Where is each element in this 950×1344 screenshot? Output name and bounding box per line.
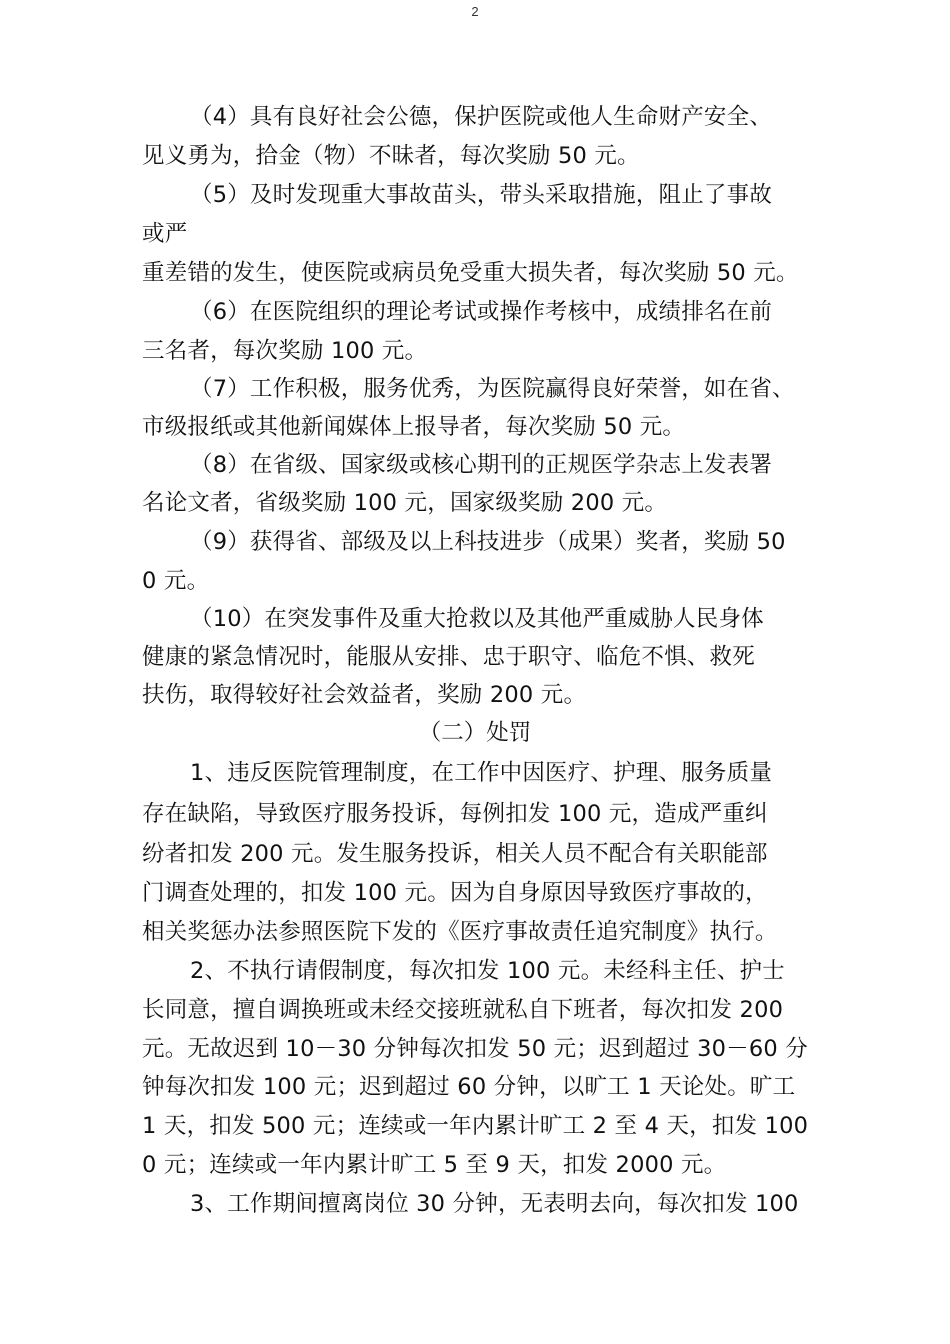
penalty-2-line-6: 0 元；连续或一年内累计旷工 5 至 9 天，扣发 2000 元。 (142, 1152, 727, 1178)
page-number: 2 (471, 4, 479, 19)
penalty-1-line-1: 1、违反医院管理制度，在工作中因医疗、护理、服务质量 (190, 760, 773, 786)
paragraph-10-line-3: 扶伤，取得较好社会效益者，奖励 200 元。 (142, 682, 587, 708)
paragraph-5-line-1: （5）及时发现重大事故苗头，带头采取措施，阻止了事故 (190, 182, 773, 208)
penalty-2-line-1: 2、不执行请假制度，每次扣发 100 元。未经科主任、护士 (190, 958, 785, 984)
penalty-1-line-3: 纷者扣发 200 元。发生服务投诉，相关人员不配合有关职能部 (142, 841, 768, 867)
paragraph-9-line-2: 0 元。 (142, 568, 210, 594)
paragraph-4-line-2: 见义勇为，拾金（物）不昧者，每次奖励 50 元。 (142, 143, 640, 169)
penalty-1-line-2: 存在缺陷，导致医疗服务投诉，每例扣发 100 元，造成严重纠 (142, 801, 768, 827)
paragraph-8-line-1: （8）在省级、国家级或核心期刊的正规医学杂志上发表署 (190, 452, 773, 478)
penalty-2-line-4: 钟每次扣发 100 元；迟到超过 60 分钟，以旷工 1 天论处。旷工 (142, 1074, 796, 1100)
penalty-1-line-4: 门调查处理的，扣发 100 元。因为自身原因导致医疗事故的， (142, 880, 768, 906)
paragraph-6-line-1: （6）在医院组织的理论考试或操作考核中，成绩排名在前 (190, 299, 773, 325)
paragraph-5-line-3: 重差错的发生，使医院或病员免受重大损失者，每次奖励 50 元。 (142, 260, 799, 286)
paragraph-6-line-2: 三名者，每次奖励 100 元。 (142, 338, 428, 364)
penalty-2-line-3: 元。无故迟到 10－30 分钟每次扣发 50 元；迟到超过 30－60 分 (142, 1036, 808, 1062)
paragraph-9-line-1: （9）获得省、部级及以上科技进步（成果）奖者，奖励 50 (190, 529, 786, 555)
penalty-1-line-5: 相关奖惩办法参照医院下发的《医疗事故责任追究制度》执行。 (142, 919, 778, 945)
penalty-3-line-1: 3、工作期间擅离岗位 30 分钟，无表明去向，每次扣发 100 (190, 1191, 799, 1217)
paragraph-8-line-2: 名论文者，省级奖励 100 元，国家级奖励 200 元。 (142, 490, 668, 516)
paragraph-7-line-1: （7）工作积极，服务优秀，为医院赢得良好荣誉，如在省、 (190, 376, 795, 402)
penalty-2-line-5: 1 天，扣发 500 元；连续或一年内累计旷工 2 至 4 天，扣发 100 (142, 1113, 809, 1139)
section-heading: （二）处罚 (418, 720, 532, 746)
paragraph-7-line-2: 市级报纸或其他新闻媒体上报导者，每次奖励 50 元。 (142, 414, 686, 440)
penalty-2-line-2: 长同意，擅自调换班或未经交接班就私自下班者，每次扣发 200 (142, 997, 784, 1023)
paragraph-4-line-1: （4）具有良好社会公德，保护医院或他人生命财产安全、 (190, 104, 773, 130)
paragraph-5-line-2: 或严 (142, 221, 188, 247)
paragraph-10-line-1: （10）在突发事件及重大抢救以及其他严重威胁人民身体 (190, 606, 764, 632)
paragraph-10-line-2: 健康的紧急情况时，能服从安排、忠于职守、临危不惧、救死 (142, 644, 755, 670)
